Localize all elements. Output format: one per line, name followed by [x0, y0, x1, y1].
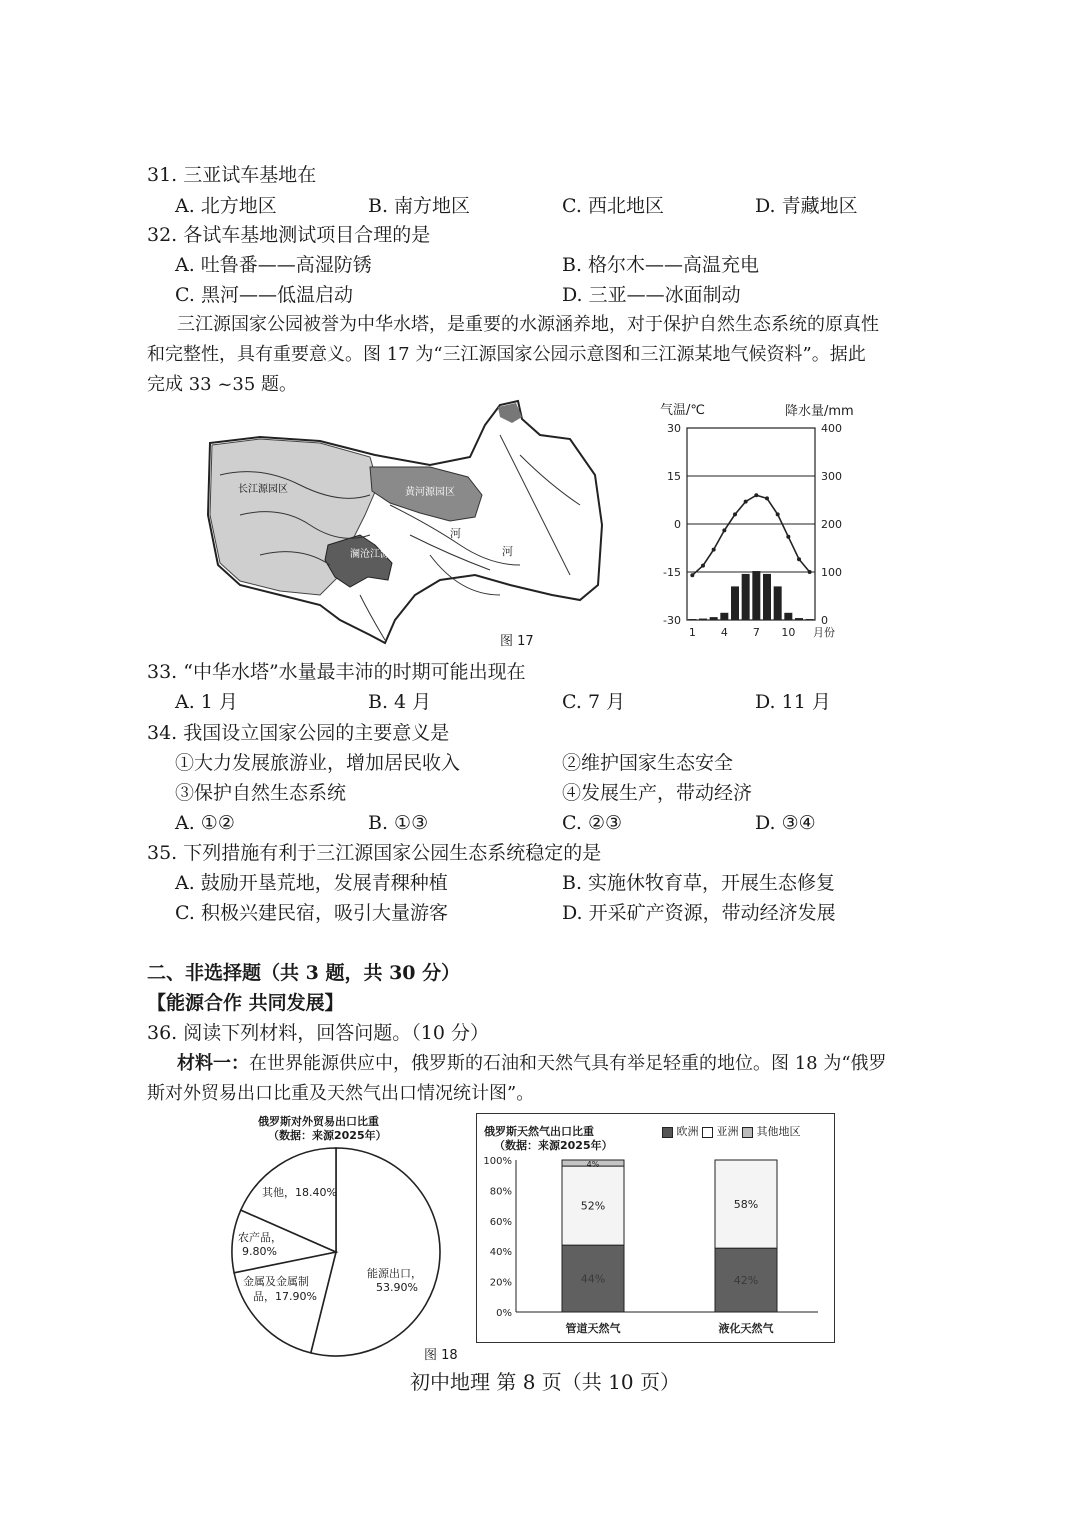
y-tick: 100%: [483, 1156, 512, 1167]
q32-option-d[interactable]: D. 三亚——冰面制动: [562, 284, 741, 306]
q34-item-4: ④发展生产，带动经济: [562, 782, 753, 804]
intro-line-1: 三江源国家公园被誉为中华水塔，是重要的水源涵养地，对于保护自然生态系统的原真性: [177, 314, 879, 335]
material-1-line-2: 斯对外贸易出口比重及天然气出口情况统计图”。: [147, 1083, 535, 1104]
material-1-line-1: [177, 1052, 887, 1076]
precip-bar: [784, 613, 792, 620]
page-footer: 初中地理 第 8 页（共 10 页）: [410, 1370, 680, 1394]
legend-asia-swatch: [702, 1127, 713, 1138]
precip-tick: 100: [821, 566, 842, 579]
pie-label-agri: 农产品，: [238, 1231, 282, 1244]
q35-option-a[interactable]: A. 鼓励开垦荒地，发展青稞种植: [175, 872, 448, 894]
precip-tick: 0: [821, 614, 828, 627]
temp-tick: -30: [663, 614, 681, 627]
temp-tick: 30: [667, 422, 681, 435]
fig17-caption: 图 17: [500, 634, 534, 649]
precip-bar: [774, 586, 782, 620]
month-tick: 10: [781, 626, 796, 639]
precip-bar: [795, 618, 803, 620]
q34-option-d[interactable]: D. ③④: [755, 812, 816, 834]
precip-bar: [752, 571, 760, 620]
gas-export-bar-chart: [478, 1150, 830, 1340]
river-label-2: 河: [502, 545, 513, 558]
intro-line-3: 完成 33 ~35 题。: [147, 374, 298, 395]
q32-option-a[interactable]: A. 吐鲁番——高湿防锈: [175, 254, 372, 276]
material-1-text: 在世界能源供应中，俄罗斯的石油和天然气具有举足轻重的地位。图 18 为“俄罗: [249, 1053, 887, 1074]
precip-bar: [720, 613, 728, 620]
sanjiangyuan-map: [200, 395, 620, 655]
q34-item-2: ②维护国家生态安全: [562, 752, 734, 774]
q35-option-c[interactable]: C. 积极兴建民宿，吸引大量游客: [175, 902, 448, 924]
precip-bar: [731, 586, 739, 620]
precip-bar: [688, 619, 696, 620]
q34-option-a[interactable]: A. ①②: [175, 812, 235, 834]
temp-tick: 0: [674, 518, 681, 531]
q32-stem: 32. 各试车基地测试项目合理的是: [147, 224, 431, 246]
q33-option-d[interactable]: D. 11 月: [755, 691, 831, 713]
precip-tick: 400: [821, 422, 842, 435]
precip-axis-title: 降水量/mm: [785, 404, 854, 419]
intro-line-2: 和完整性，具有重要意义。图 17 为“三江源国家公园示意图和三江源某地气候资料”。据此: [147, 344, 866, 365]
temperature-point: [808, 570, 812, 574]
q31-option-d[interactable]: D. 青藏地区: [755, 195, 858, 217]
legend-europe-swatch: [662, 1127, 673, 1138]
q32-option-c[interactable]: C. 黑河——低温启动: [175, 284, 353, 306]
legend-other: 其他地区: [756, 1125, 801, 1138]
q31-option-b[interactable]: B. 南方地区: [368, 195, 471, 217]
precip-tick: 200: [821, 518, 842, 531]
temperature-point: [722, 528, 726, 532]
temperature-line: [692, 495, 809, 575]
month-tick: 1: [688, 626, 696, 639]
pie-subtitle: （数据：来源2025年）: [268, 1129, 387, 1142]
pie-label-energy-value: 53.90%: [376, 1281, 418, 1294]
y-tick: 0%: [496, 1308, 512, 1319]
q31-stem: 31. 三亚试车基地在: [147, 164, 317, 186]
temperature-point: [733, 512, 737, 516]
category-label: 管道天然气: [565, 1322, 621, 1335]
q33-stem: 33. “中华水塔”水量最丰沛的时期可能出现在: [147, 661, 526, 683]
fig18-caption: 图 18: [424, 1348, 458, 1363]
temperature-point: [765, 496, 769, 500]
pie-label-other: 其他，18.40%: [262, 1186, 337, 1199]
category-label: 液化天然气: [718, 1322, 774, 1335]
q33-option-b[interactable]: B. 4 月: [368, 691, 432, 713]
temperature-point: [712, 548, 716, 552]
bar-value-label: 44%: [580, 1272, 606, 1286]
temperature-point: [797, 557, 801, 561]
q34-item-1: ①大力发展旅游业，增加居民收入: [175, 752, 461, 774]
bar-value-label: 52%: [580, 1199, 606, 1213]
bar-value-label: 58%: [733, 1198, 759, 1212]
temp-tick: -15: [663, 566, 681, 579]
precip-bar: [763, 574, 771, 620]
changjiang-label: 长江源园区: [238, 484, 288, 495]
pie-title: 俄罗斯对外贸易出口比重: [258, 1115, 379, 1128]
climate-chart: [650, 418, 850, 648]
legend-other-swatch: [742, 1127, 753, 1138]
precip-bar: [699, 619, 707, 620]
temperature-point: [786, 535, 790, 539]
bar-top-label: 4%: [586, 1160, 600, 1170]
temperature-point: [754, 493, 758, 497]
bar-value-label: 42%: [733, 1274, 759, 1288]
temperature-point: [744, 500, 748, 504]
q33-option-c[interactable]: C. 7 月: [562, 691, 626, 713]
pie-label-metal: 金属及金属制: [243, 1275, 309, 1288]
precip-bar: [710, 617, 718, 620]
section2-title: 二、非选择题（共 3 题，共 30 分）: [147, 962, 461, 984]
q34-option-b[interactable]: B. ①③: [368, 812, 429, 834]
pie-label-energy: 能源出口，: [367, 1267, 422, 1280]
legend-asia: 亚洲: [716, 1125, 739, 1138]
y-tick: 60%: [489, 1216, 512, 1228]
y-tick: 40%: [489, 1247, 512, 1259]
temperature-point: [701, 564, 705, 568]
river-label-1: 河: [450, 527, 461, 540]
q34-stem: 34. 我国设立国家公园的主要意义是: [147, 722, 450, 744]
q31-option-a[interactable]: A. 北方地区: [175, 195, 277, 217]
month-tick: 4: [720, 626, 728, 639]
section2-theme-tag: 【能源合作 共同发展】: [147, 992, 344, 1014]
precip-bar: [806, 619, 814, 620]
q34-item-3: ③保护自然生态系统: [175, 782, 347, 804]
pie-label-agri-value: 9.80%: [242, 1245, 277, 1258]
material-1-label: 材料一：: [177, 1053, 249, 1074]
temperature-point: [690, 573, 694, 577]
bar-title: 俄罗斯天然气出口比重: [484, 1125, 594, 1138]
pie-label-metal-2: 品，17.90%: [253, 1290, 317, 1303]
temp-tick: 15: [667, 470, 681, 483]
q36-stem: 36. 阅读下列材料，回答问题。（10 分）: [147, 1022, 489, 1044]
q35-stem: 35. 下列措施有利于三江源国家公园生态系统稳定的是: [147, 842, 602, 864]
y-tick: 80%: [489, 1186, 512, 1198]
month-unit: 月份: [813, 626, 835, 639]
bar-legend: [662, 1120, 801, 1144]
temperature-point: [776, 512, 780, 516]
bar-subtitle: （数据：来源2025年）: [494, 1139, 613, 1152]
q34-option-c[interactable]: C. ②③: [562, 812, 623, 834]
temp-axis-title: 气温/℃: [660, 403, 705, 418]
y-tick: 20%: [489, 1277, 512, 1289]
q31-option-c[interactable]: C. 西北地区: [562, 195, 664, 217]
precip-bar: [742, 574, 750, 620]
precip-tick: 300: [821, 470, 842, 483]
huanghe-label: 黄河源园区: [405, 487, 455, 498]
q32-option-b[interactable]: B. 格尔木——高温充电: [562, 254, 760, 276]
q35-option-d[interactable]: D. 开采矿产资源，带动经济发展: [562, 902, 836, 924]
q33-option-a[interactable]: A. 1 月: [175, 691, 238, 713]
q35-option-b[interactable]: B. 实施休牧育草，开展生态修复: [562, 872, 836, 894]
lancang-label: 澜沧江源园区: [350, 549, 410, 560]
month-tick: 7: [752, 626, 760, 639]
legend-europe: 欧洲: [676, 1125, 699, 1138]
